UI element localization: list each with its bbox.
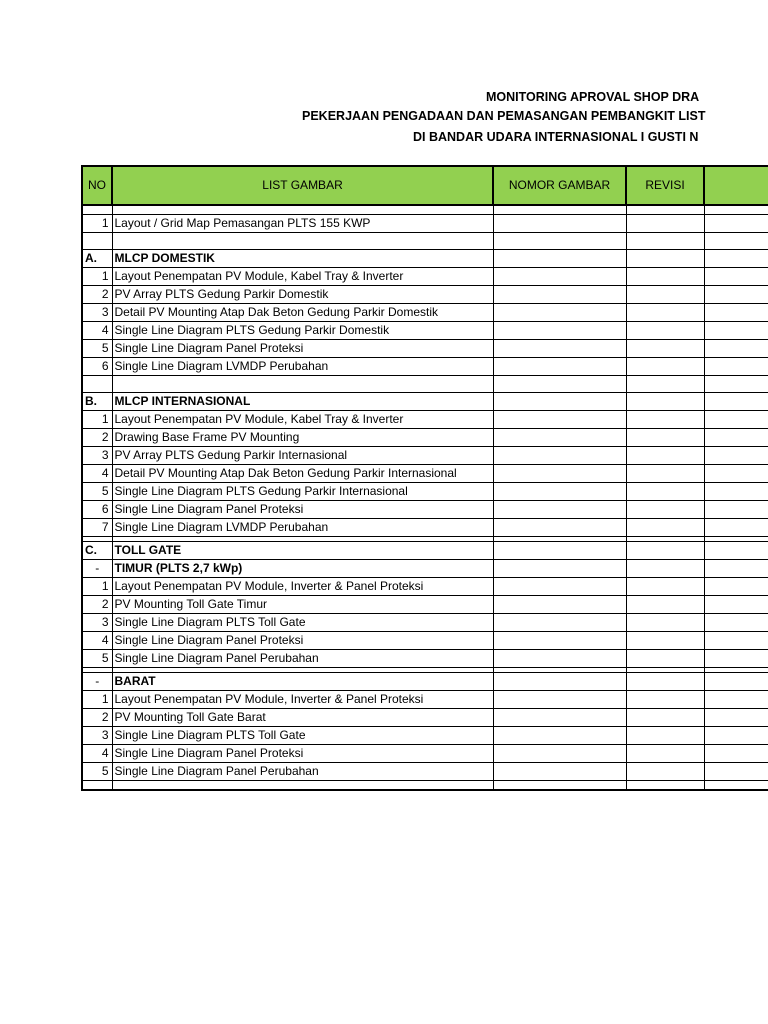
- row-label: Detail PV Mounting Atap Dak Beton Gedung Parkir Domestik: [112, 304, 493, 322]
- table-row: [82, 691, 768, 709]
- table-row: [82, 650, 768, 668]
- row-no: 1: [82, 578, 112, 596]
- row-label: Single Line Diagram Panel Proteksi: [112, 745, 493, 763]
- cell-revisi[interactable]: [626, 411, 704, 429]
- cell-revisi[interactable]: [626, 447, 704, 465]
- cell-nomor[interactable]: [493, 614, 626, 632]
- cell-revisi[interactable]: [626, 501, 704, 519]
- cell-nomor[interactable]: [493, 650, 626, 668]
- row-no: 2: [82, 596, 112, 614]
- row-label: Single Line Diagram Panel Proteksi: [112, 501, 493, 519]
- cell-nomor[interactable]: [493, 691, 626, 709]
- cell-extra[interactable]: [704, 763, 768, 781]
- row-no: 3: [82, 304, 112, 322]
- cell-extra[interactable]: [704, 268, 768, 286]
- row-no: 5: [82, 763, 112, 781]
- cell-extra[interactable]: [704, 286, 768, 304]
- table-row: [82, 340, 768, 358]
- cell-revisi[interactable]: [626, 650, 704, 668]
- cell-extra[interactable]: [704, 304, 768, 322]
- header-no: NO: [82, 166, 112, 205]
- cell-extra[interactable]: [704, 709, 768, 727]
- table-row: [82, 447, 768, 465]
- table-row: [82, 727, 768, 745]
- subsection-no: -: [82, 560, 112, 578]
- drawing-list-table: [81, 165, 768, 791]
- cell-revisi[interactable]: [626, 614, 704, 632]
- row-no: 7: [82, 519, 112, 537]
- table-row: [82, 578, 768, 596]
- section-no: C.: [82, 542, 112, 560]
- drawing-list-sheet: [81, 165, 768, 836]
- cell-revisi[interactable]: [626, 322, 704, 340]
- section-label: TOLL GATE: [112, 542, 493, 560]
- table-row: [82, 614, 768, 632]
- row-no: 5: [82, 650, 112, 668]
- row-label: Layout Penempatan PV Module, Inverter & Panel Proteksi: [112, 691, 493, 709]
- row-no: 4: [82, 465, 112, 483]
- subsection-label: TIMUR (PLTS 2,7 kWp): [112, 560, 493, 578]
- row-label: Single Line Diagram Panel Perubahan: [112, 763, 493, 781]
- table-header-row: [82, 166, 768, 205]
- cell-extra[interactable]: [704, 614, 768, 632]
- table-row: [82, 322, 768, 340]
- cell-revisi[interactable]: [626, 596, 704, 614]
- cell-revisi[interactable]: [626, 268, 704, 286]
- cell-revisi[interactable]: [626, 632, 704, 650]
- cell-nomor[interactable]: [493, 340, 626, 358]
- table-row: [82, 215, 768, 233]
- table-row: [82, 709, 768, 727]
- cell-revisi[interactable]: [626, 358, 704, 376]
- cell-nomor[interactable]: [493, 215, 626, 233]
- table-row: [82, 632, 768, 650]
- row-label: Detail PV Mounting Atap Dak Beton Gedung Parkir Internasional: [112, 465, 493, 483]
- cell-nomor[interactable]: [493, 268, 626, 286]
- table-row: [82, 358, 768, 376]
- row-label: Single Line Diagram LVMDP Perubahan: [112, 519, 493, 537]
- section-row-c: [82, 542, 768, 560]
- row-label: Layout Penempatan PV Module, Kabel Tray & Inverter: [112, 268, 493, 286]
- row-label: PV Array PLTS Gedung Parkir Internasional: [112, 447, 493, 465]
- subsection-row-barat: [82, 673, 768, 691]
- cell-extra[interactable]: [704, 340, 768, 358]
- subsection-label: BARAT: [112, 673, 493, 691]
- row-label: PV Mounting Toll Gate Barat: [112, 709, 493, 727]
- table-row: [82, 483, 768, 501]
- title-line-3: DI BANDAR UDARA INTERNASIONAL I GUSTI N: [413, 130, 699, 144]
- row-label: Layout Penempatan PV Module, Kabel Tray & Inverter: [112, 411, 493, 429]
- cell-nomor[interactable]: [493, 358, 626, 376]
- table-row: [82, 596, 768, 614]
- cell-extra[interactable]: [704, 483, 768, 501]
- row-label: Single Line Diagram PLTS Gedung Parkir Domestik: [112, 322, 493, 340]
- cell-revisi[interactable]: [626, 691, 704, 709]
- cell-nomor[interactable]: [493, 483, 626, 501]
- cell-nomor[interactable]: [493, 519, 626, 537]
- section-label: MLCP DOMESTIK: [112, 250, 493, 268]
- cell-extra[interactable]: [704, 447, 768, 465]
- cell-nomor[interactable]: [493, 763, 626, 781]
- section-no: A.: [82, 250, 112, 268]
- cell-nomor[interactable]: [493, 447, 626, 465]
- cell-revisi[interactable]: [626, 465, 704, 483]
- cell-revisi[interactable]: [626, 763, 704, 781]
- row-label: Single Line Diagram LVMDP Perubahan: [112, 358, 493, 376]
- cell-revisi[interactable]: [626, 215, 704, 233]
- cell-nomor[interactable]: [493, 322, 626, 340]
- row-no: 3: [82, 727, 112, 745]
- row-no: 2: [82, 286, 112, 304]
- cell-extra[interactable]: [704, 596, 768, 614]
- cell-nomor[interactable]: [493, 429, 626, 447]
- cell-nomor[interactable]: [493, 304, 626, 322]
- cell-extra[interactable]: [704, 519, 768, 537]
- header-revisi: REVISI: [626, 166, 704, 205]
- cell-extra[interactable]: [704, 465, 768, 483]
- table-row: [82, 763, 768, 781]
- cell-extra[interactable]: [704, 727, 768, 745]
- table-row: [82, 268, 768, 286]
- row-label: Single Line Diagram Panel Proteksi: [112, 340, 493, 358]
- table-row: [82, 465, 768, 483]
- row-label: Single Line Diagram Panel Perubahan: [112, 650, 493, 668]
- cell-nomor[interactable]: [493, 411, 626, 429]
- cell-nomor[interactable]: [493, 501, 626, 519]
- row-no: 1: [82, 215, 112, 233]
- row-label: Drawing Base Frame PV Mounting: [112, 429, 493, 447]
- cell-extra[interactable]: [704, 745, 768, 763]
- subsection-row-timur: [82, 560, 768, 578]
- cell-extra[interactable]: [704, 322, 768, 340]
- cell-extra[interactable]: [704, 215, 768, 233]
- section-label: MLCP INTERNASIONAL: [112, 393, 493, 411]
- cell-revisi[interactable]: [626, 745, 704, 763]
- cell-revisi[interactable]: [626, 727, 704, 745]
- cell-extra[interactable]: [704, 501, 768, 519]
- row-no: 3: [82, 614, 112, 632]
- table-row: [82, 286, 768, 304]
- table-row: [82, 519, 768, 537]
- row-no: 4: [82, 632, 112, 650]
- row-no: 6: [82, 358, 112, 376]
- cell-nomor[interactable]: [493, 286, 626, 304]
- cell-nomor[interactable]: [493, 745, 626, 763]
- row-no: 5: [82, 483, 112, 501]
- row-label: Single Line Diagram PLTS Gedung Parkir Internasional: [112, 483, 493, 501]
- table-row: [82, 429, 768, 447]
- cell-nomor[interactable]: [493, 596, 626, 614]
- row-no: 4: [82, 322, 112, 340]
- header-nomor-gambar: NOMOR GAMBAR: [493, 166, 626, 205]
- row-no: 5: [82, 340, 112, 358]
- subsection-no: -: [82, 673, 112, 691]
- section-no: B.: [82, 393, 112, 411]
- blank-row: [82, 376, 768, 393]
- cell-revisi[interactable]: [626, 519, 704, 537]
- table-row: [82, 501, 768, 519]
- cell-nomor[interactable]: [493, 578, 626, 596]
- cell-nomor[interactable]: [493, 727, 626, 745]
- header-list-gambar: LIST GAMBAR: [112, 166, 493, 205]
- title-line-1: MONITORING APROVAL SHOP DRA: [486, 90, 700, 104]
- table-row: [82, 304, 768, 322]
- row-label: Single Line Diagram PLTS Toll Gate: [112, 727, 493, 745]
- cell-extra[interactable]: [704, 691, 768, 709]
- header-extra: [704, 166, 768, 205]
- row-no: 2: [82, 429, 112, 447]
- row-no: 1: [82, 268, 112, 286]
- table-row: [82, 745, 768, 763]
- cell-extra[interactable]: [704, 650, 768, 668]
- row-no: 1: [82, 411, 112, 429]
- row-no: 2: [82, 709, 112, 727]
- title-line-2: PEKERJAAN PENGADAAN DAN PEMASANGAN PEMBANGKIT LIST: [302, 109, 706, 123]
- cell-revisi[interactable]: [626, 429, 704, 447]
- cell-extra[interactable]: [704, 411, 768, 429]
- cell-extra[interactable]: [704, 632, 768, 650]
- row-no: 1: [82, 691, 112, 709]
- cell-revisi[interactable]: [626, 286, 704, 304]
- cell-nomor[interactable]: [493, 709, 626, 727]
- row-label: PV Array PLTS Gedung Parkir Domestik: [112, 286, 493, 304]
- row-label: Single Line Diagram Panel Proteksi: [112, 632, 493, 650]
- cell-nomor[interactable]: [493, 632, 626, 650]
- row-label: Layout Penempatan PV Module, Inverter & Panel Proteksi: [112, 578, 493, 596]
- cell-revisi[interactable]: [626, 304, 704, 322]
- blank-row: [82, 233, 768, 250]
- cell-nomor[interactable]: [493, 465, 626, 483]
- row-label: Single Line Diagram PLTS Toll Gate: [112, 614, 493, 632]
- row-no: 4: [82, 745, 112, 763]
- cell-revisi[interactable]: [626, 340, 704, 358]
- cell-extra[interactable]: [704, 358, 768, 376]
- spacer-row: [82, 205, 768, 215]
- row-no: 3: [82, 447, 112, 465]
- cell-extra[interactable]: [704, 429, 768, 447]
- row-label: PV Mounting Toll Gate Timur: [112, 596, 493, 614]
- section-row-a: [82, 250, 768, 268]
- table-end-row: [82, 781, 768, 791]
- table-row: [82, 411, 768, 429]
- cell-revisi[interactable]: [626, 483, 704, 501]
- row-label: Layout / Grid Map Pemasangan PLTS 155 KWP: [112, 215, 493, 233]
- section-row-b: [82, 393, 768, 411]
- cell-revisi[interactable]: [626, 709, 704, 727]
- row-no: 6: [82, 501, 112, 519]
